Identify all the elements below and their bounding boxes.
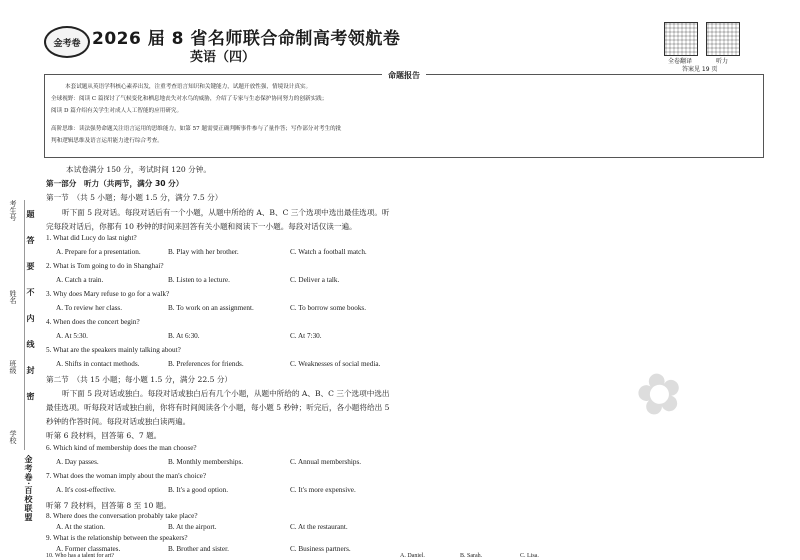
option-b[interactable]: B. Preferences for friends. [168,360,244,368]
material-6-note: 听第 6 段材料，回答第 6、7 题。 [46,431,162,440]
option-a[interactable]: A. Former classmates. [56,545,121,553]
seal-char: 内 [26,314,36,322]
material-7-note: 听第 7 段材料，回答第 8 至 10 题。 [46,501,171,510]
report-line: 本套试题从英语学科核心素养出发，注重考查语言知识和关键能力，试题开放性强，情境设计真实。 [65,84,312,90]
exam-intro: 本试卷满分 150 分，考试时间 120 分钟。 [66,165,211,174]
option-c[interactable]: C. Deliver a talk. [290,276,340,284]
margin-label-class: 班级 [9,360,17,374]
option-a[interactable]: A. Prepare for a presentation. [56,248,141,256]
exam-title: 2026 届 8 省名师联合命制高考领航卷 [92,29,401,49]
report-line: 全球视野：阅读 C 篇探讨了气候变化和栖息地丧失对水鸟的威胁，介绍了专家与生态保护协同努力的创新实践； [51,96,328,102]
option-b[interactable]: B. Sarah. [460,553,483,559]
report-line: 判和逻辑思维及语言运用能力进行综合考查。 [51,138,163,144]
option-a[interactable]: A. Catch a train. [56,276,104,284]
option-b[interactable]: B. Brother and sister. [168,545,229,553]
qr-code-translation[interactable] [664,22,698,56]
report-line: 高阶思维：读法强势命题关注语言运用的思维能力，如第 57 题需要正确判断事件参与了量作答；写作部分对考生的批 [51,126,342,132]
seal-char: 不 [26,288,36,296]
option-a[interactable]: A. It's cost-effective. [56,486,116,494]
option-b[interactable]: B. Listen to a lecture. [168,276,230,284]
option-c[interactable]: C. Business partners. [290,545,351,553]
question-stem: 2. What is Tom going to do in Shanghai? [46,262,164,270]
margin-label-school: 学校 [9,430,17,444]
option-c[interactable]: C. Watch a football match. [290,248,367,256]
logo-text: 金考卷 [53,38,81,49]
exam-subtitle: 英语（四） [190,50,256,65]
watermark-seal: ✿ [629,357,690,432]
section2-heading: 第二节 （共 15 小题；每小题 1.5 分，满分 22.5 分） [46,375,233,384]
option-b[interactable]: B. At 6:30. [168,332,200,340]
brand-logo [44,26,90,58]
section1-heading: 第一节 （共 5 小题；每小题 1.5 分，满分 7.5 分） [46,193,223,202]
part1-heading: 第一部分 听力（共两节，满分 30 分） [46,179,184,188]
option-a[interactable]: A. At 5:30. [56,332,88,340]
answer-reference: 答案见 19 页 [682,66,718,73]
question-stem: 6. Which kind of membership does the man choose? [46,444,197,452]
seal-char: 题 [26,210,36,218]
question-stem: 3. Why does Mary refuse to go for a walk? [46,290,170,298]
question-stem: 5. What are the speakers mainly talking about? [46,346,181,354]
report-box [44,71,764,158]
qr-label-listening: 听力 [716,58,729,65]
option-a[interactable]: A. To review her class. [56,304,123,312]
report-title: 命题报告 [382,71,426,80]
seal-char: 线 [26,340,36,348]
option-b[interactable]: B. To work on an assignment. [168,304,254,312]
option-c[interactable]: C. It's more expensive. [290,486,356,494]
margin-label-name: 姓名 [9,290,17,304]
option-c[interactable]: C. Lisa. [520,553,539,559]
section2-instruction: 最佳选项。听每段对话或独白前，你将有时间阅读各个小题，每小题 5 秒钟；听完后，各小题将给出 5 [46,403,390,412]
question-stem: 9. What is the relationship between the speakers? [46,534,188,542]
margin-label-exam-number: 考生号 [9,200,17,221]
option-b[interactable]: B. At the airport. [168,523,217,531]
option-c[interactable]: C. At 7:30. [290,332,322,340]
section1-instruction: 完每段对话后，你都有 10 秒钟的时间来回答有关小题和阅读下一小题。每段对话仅读一遍。 [46,222,357,231]
qr-code-listening[interactable] [706,22,740,56]
section1-instruction: 听下面 5 段对话。每段对话后有一个小题，从题中所给的 A、B、C 三个选项中选出最佳选项。听 [62,208,390,217]
option-a[interactable]: A. Shifts in contact methods. [56,360,140,368]
report-title-wrap [45,70,763,81]
option-c[interactable]: C. Annual memberships. [290,458,362,466]
option-c[interactable]: C. To borrow some books. [290,304,367,312]
option-a[interactable]: A. Daniel. [400,553,425,559]
report-line: 阅读 D 篇介绍有关学生对成人人工智能的应用研究。 [51,108,183,114]
option-c[interactable]: C. At the restaurant. [290,523,348,531]
seal-line [24,200,25,450]
brand-vertical-text: 金考卷·百校联盟 [24,455,34,522]
option-b[interactable]: B. Play with her brother. [168,248,239,256]
qr-label-translation: 全卷翻译 [668,58,693,65]
seal-char: 封 [26,366,36,374]
section2-instruction: 秒钟的作答时间。每段对话或独白读两遍。 [46,417,191,426]
seal-char: 要 [26,262,36,270]
question-stem: 8. Where does the conversation probably take place? [46,512,198,520]
question-stem: 7. What does the woman imply about the man's choice? [46,472,207,480]
option-a[interactable]: A. Day passes. [56,458,99,466]
question-stem: 10. Who has a talent for art? [46,553,115,559]
seal-char: 密 [26,392,36,400]
option-b[interactable]: B. It's a good option. [168,486,228,494]
question-stem: 1. What did Lucy do last night? [46,234,137,242]
question-stem: 4. When does the concert begin? [46,318,140,326]
section2-instruction: 听下面 5 段对话或独白。每段对话或独白后有几个小题，从题中所给的 A、B、C 三个选项中选出 [62,389,390,398]
seal-char: 答 [26,236,36,244]
option-c[interactable]: C. Weaknesses of social media. [290,360,381,368]
option-b[interactable]: B. Monthly memberships. [168,458,244,466]
option-a[interactable]: A. At the station. [56,523,105,531]
